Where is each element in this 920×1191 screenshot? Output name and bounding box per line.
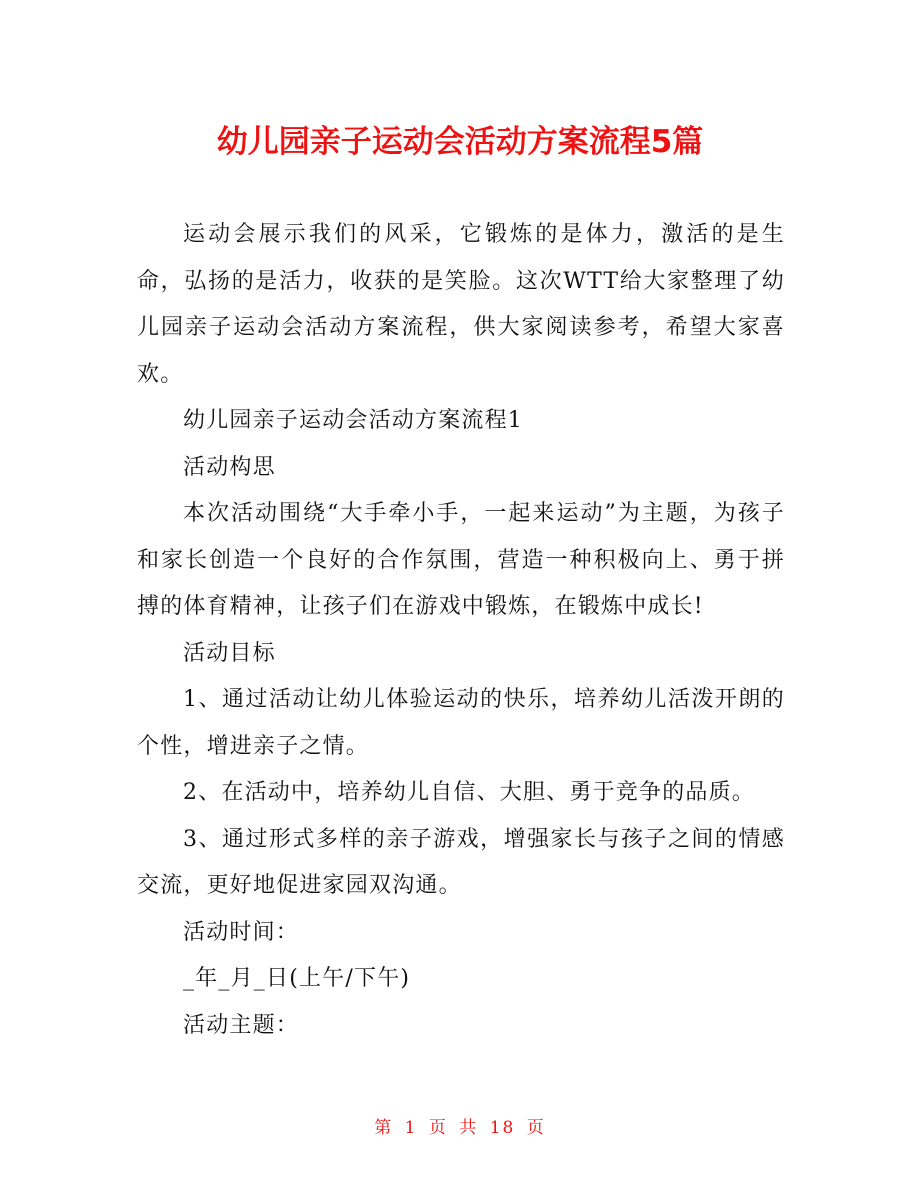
- heading-activity-theme: 活动主题：: [183, 1012, 300, 1038]
- concept-paragraph: 本次活动围绕“大手牵小手，一起来运动”为主题，为孩子和家长创造一个良好的合作氛围，营造一种积极向上、勇于拼搏的体育精神，让孩子们在游戏中锻炼，在锻炼中成长!: [137, 501, 785, 619]
- activity-time-value: _年_月_日(上午/下午): [183, 966, 411, 991]
- document-body: [137, 212, 785, 1049]
- intro-paragraph: 运动会展示我们的风采，它锻炼的是体力，激活的是生命，弘扬的是活力，收获的是笑脸。这次WTT给大家整理了幼儿园亲子运动会活动方案流程，供大家阅读参考，希望大家喜欢。: [137, 222, 785, 387]
- heading-activity-time: 活动时间：: [183, 919, 300, 945]
- document-title: 幼儿园亲子运动会活动方案流程5篇: [216, 124, 704, 160]
- goal-item-2: 2、在活动中，培养幼儿自信、大胆、勇于竞争的品质。: [183, 780, 755, 805]
- page-footer: 第 1 页 共 18 页: [374, 1118, 546, 1138]
- goal-item-1: 1、通过活动让幼儿体验运动的快乐，培养幼儿活泼开朗的个性，增进亲子之情。: [137, 687, 785, 759]
- section-heading-plan-1: 幼儿园亲子运动会活动方案流程1: [183, 408, 523, 433]
- heading-activity-concept: 活动构思: [183, 454, 276, 480]
- goal-item-3: 3、通过形式多样的亲子游戏，增强家长与孩子之间的情感交流，更好地促进家园双沟通。: [137, 826, 785, 898]
- heading-activity-goals: 活动目标: [183, 640, 276, 666]
